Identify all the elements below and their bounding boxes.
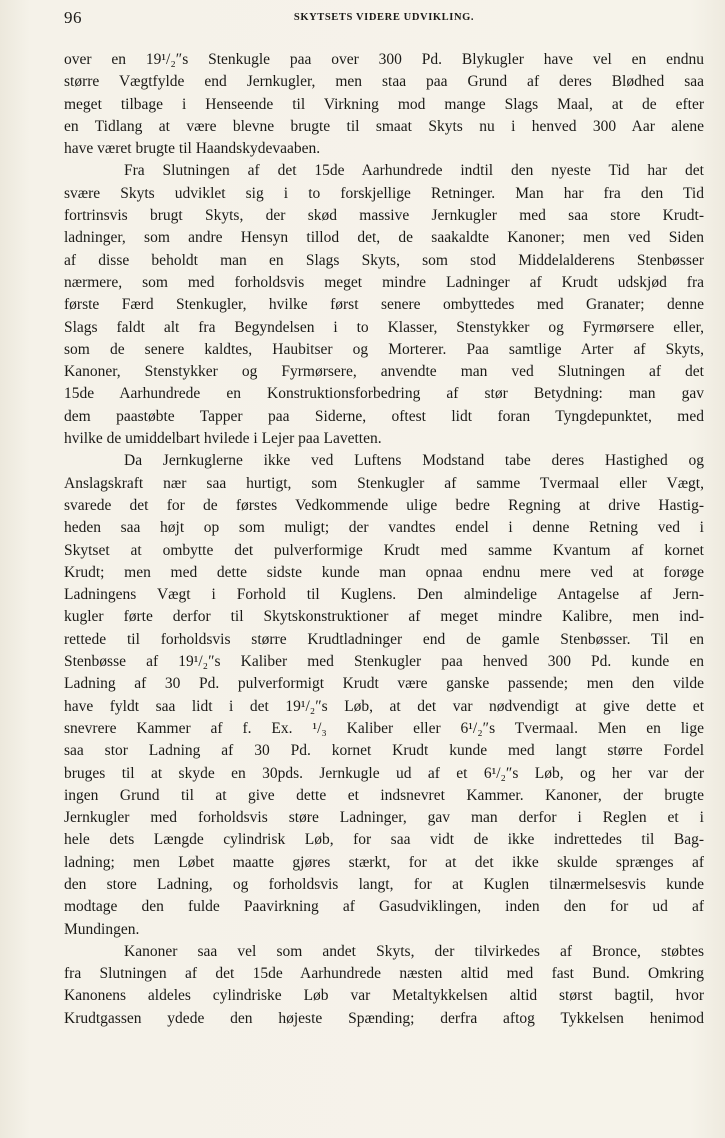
text-line: fortrinsvis brugt Skyts, der skød massive Jernkugler med saa store Krudt- (64, 207, 704, 225)
text-line: saa stor Ladning af 30 Pd. kornet Krudt kunde med langt større Fordel (64, 742, 704, 760)
text-line: fra Slutningen af det 15de Aarhundrede næsten altid med fast Bund. Omkring (64, 965, 704, 983)
body-text (64, 49, 704, 1030)
paragraph-first-line: Fra Slutningen af det 15de Aarhundrede indtil den nyeste Tid har det (124, 162, 704, 180)
text-line: Mundingen. (64, 920, 140, 938)
text-line: Kanonens aldeles cylindriske Løb var Metaltykkelsen altid størst bagtil, hvor (64, 987, 704, 1005)
text-line: modtage den fulde Paavirkning af Gasudviklingen, inden den for ud af (64, 898, 704, 916)
text-line: Anslagskraft nær saa hurtigt, som Stenkugler af samme Tvermaal eller Vægt, (64, 474, 704, 492)
text-line: Stenbøsse af 19¹/₂″s Kaliber med Stenkugler paa henved 300 Pd. kunde en (64, 653, 704, 671)
text-line: 15de Aarhundrede en Konstruktionsforbedring af stør Betydning: man gav (64, 385, 704, 403)
text-line: hele dets Længde cylindrisk Løb, for saa vidt de ikke indrettedes til Bag- (64, 831, 704, 849)
text-line: dem paastøbte Tapper paa Siderne, oftest lidt foran Tyngdepunktet, med (64, 407, 704, 425)
text-line: som de senere kaldtes, Haubitser og Morterer. Paa samtlige Arter af Skyts, (64, 340, 704, 358)
text-line: første Færd Stenkugler, hvilke først senere ombyttedes med Granater; denne (64, 296, 704, 314)
text-line: heden saa højt op som muligt; der vandtes endel i denne Retning ved i (64, 519, 704, 537)
text-line: Ladningens Vægt i Forhold til Kuglens. Den almindelige Antagelse af Jern- (64, 586, 704, 604)
page-number: 96 (64, 8, 82, 27)
text-line: ingen Grund til at give dette et indsnevret Kammer. Kanoner, der brugte (64, 786, 704, 804)
text-line: Jernkugler med forholdsvis støre Ladninger, gav man derfor i Reglen et i (64, 809, 704, 827)
text-line: Kanoner, Stenstykker og Fyrmørsere, anvendte man ved Slutningen af det (64, 363, 704, 381)
paragraph-first-line: Da Jernkuglerne ikke ved Luftens Modstand tabe deres Hastighed og (124, 452, 704, 470)
text-line: over en 19¹/₂″s Stenkugle paa over 300 Pd. Blykugler have vel en endnu (64, 51, 704, 68)
text-line: have været brugte til Haandskydevaaben. (64, 140, 321, 158)
text-line: bruges til at skyde en 30pds. Jernkugle ud af et 6¹/₂″s Løb, og her var der (64, 764, 704, 782)
text-line: snevrere Kammer af f. Ex. ¹/₃ Kaliber eller 6¹/₂″s Tvermaal. Men en lige (64, 719, 704, 737)
text-line: Ladning af 30 Pd. pulverformigt Krudt være ganske passende; men den vilde (64, 675, 704, 693)
text-line: meget tilbage i Henseende til Virkning mod mange Slags Maal, at de efter (64, 95, 704, 113)
text-line: Skytset at ombytte det pulverformige Krudt med samme Kvantum af kornet (64, 541, 704, 559)
text-line: den store Ladning, og forholdsvis langt, for at Kuglen tilnærmelsesvis kunde (64, 875, 704, 893)
running-head: SKYTSETS VIDERE UDVIKLING. (293, 12, 475, 23)
text-line: hvilke de umiddelbart hvilede i Lejer paa Lavetten. (64, 430, 382, 448)
text-line: rettede til forholdsvis større Krudtladninger end de gamle Stenbøsser. Til en (64, 630, 704, 648)
paragraph-first-line: Kanoner saa vel som andet Skyts, der tilvirkedes af Bronce, støbtes (124, 942, 704, 960)
text-line: Slags faldt alt fra Begyndelsen i to Klasser, Stenstykker og Fyrmørsere eller, (64, 318, 704, 336)
text-line: Krudt; men med dette sidste kunde man opnaa endnu mere ved at forøge (64, 563, 704, 581)
text-line: svære Skyts udviklet sig i to forskjellige Retninger. Man har fra den Tid (64, 184, 704, 202)
text-line: en Tidlang at være blevne brugte til smaat Skyts nu i henved 300 Aar alene (64, 117, 704, 135)
text-line: ladninger, som andre Hensyn tillod det, de saakaldte Kanoner; men ved Siden (64, 229, 704, 247)
text-line: kugler førte derfor til Skytskonstruktioner af meget mindre Kalibre, men ind- (64, 608, 704, 626)
page-header (64, 8, 704, 32)
text-line: Krudtgassen ydede den højeste Spænding; derfra aftog Tykkelsen henimod (64, 1009, 704, 1027)
text-line: af disse beholdt man en Slags Skyts, som stod Middelalderens Stenbøsser (64, 251, 704, 269)
text-line: have fyldt saa lidt i det 19¹/₂″s Løb, at det var nødvendigt at give dette et (64, 697, 704, 715)
text-line: ladning; men Løbet maatte gjøres stærkt, for at det ikke skulde sprænges af (64, 853, 704, 871)
text-line: svarede det for de førstes Vedkommende ulige bedre Regning at drive Hastig- (64, 496, 704, 514)
text-line: nærmere, som med forholdsvis meget mindre Ladninger af Krudt udskjød fra (64, 273, 704, 291)
text-line: større Vægtfylde end Jernkugler, men staa paa Grund af deres Blødhed saa (64, 73, 704, 91)
